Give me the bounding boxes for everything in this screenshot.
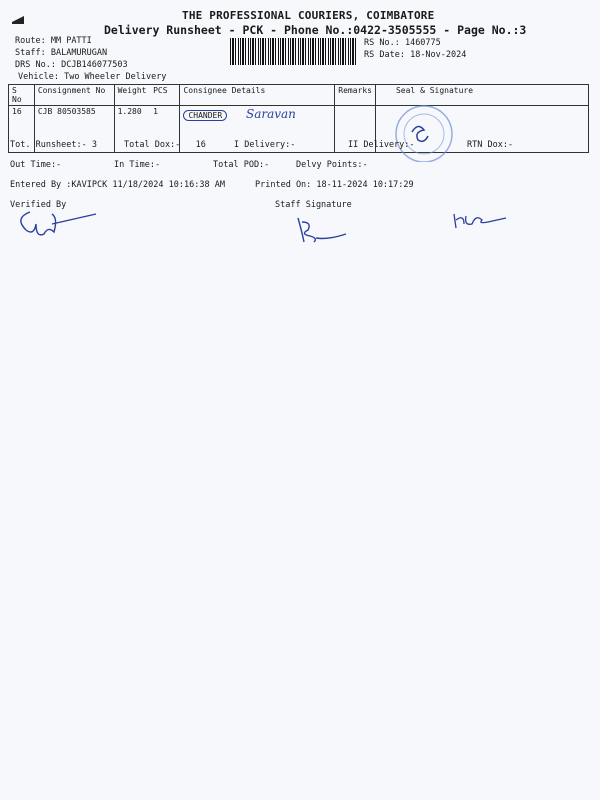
col-header-pcs: PCS xyxy=(150,85,180,106)
delvy-points: Delvy Points:- xyxy=(296,160,368,170)
verifier-signature-icon xyxy=(12,204,102,244)
route-label: Route: xyxy=(15,36,46,46)
rs-date-label: RS Date: xyxy=(364,50,405,60)
total-pod: Total POD:- xyxy=(213,160,270,170)
printer-icon xyxy=(12,14,26,24)
route-value: MM PATTI xyxy=(50,36,92,46)
printed-on: Printed On: 18-11-2024 10:17:29 xyxy=(255,180,414,190)
table-header-row xyxy=(9,85,589,106)
col-header-seal: Seal & Signature xyxy=(375,85,588,106)
runsheet-subtitle: Delivery Runsheet - PCK - Phone No.:0422-3505555 - Page No.:3 xyxy=(104,23,527,37)
vehicle-value: Two Wheeler Delivery xyxy=(64,72,167,82)
verified-by-label: Verified By xyxy=(10,200,67,210)
vehicle-label: Vehicle: xyxy=(18,72,59,82)
rs-no-line xyxy=(364,38,441,48)
cell-sno: 16 xyxy=(9,106,35,153)
handwritten-receiver: Saravan xyxy=(245,107,296,121)
drs-label: DRS No.: xyxy=(15,60,56,70)
company-title: THE PROFESSIONAL COURIERS, COIMBATORE xyxy=(182,9,435,22)
col-header-sno: S No xyxy=(9,85,35,106)
entered-by: Entered By :KAVIPCK 11/18/2024 10:16:38 AM xyxy=(10,180,225,190)
staff-signature-label: Staff Signature xyxy=(275,200,352,210)
cell-consignment: CJB 80503585 xyxy=(34,106,114,153)
staff-signature-icon xyxy=(292,214,352,248)
cell-weight: 1.280 xyxy=(114,106,150,153)
total-dox-label: Total Dox:- xyxy=(124,140,181,150)
vehicle-line xyxy=(18,72,166,82)
col-header-consignee: Consignee Details xyxy=(180,85,335,106)
col-header-remarks: Remarks xyxy=(335,85,376,106)
staff-value: BALAMURUGAN xyxy=(50,48,108,58)
rs-date-line xyxy=(364,50,466,60)
i-delivery: I Delivery:- xyxy=(234,140,296,150)
rs-date-value: 18-Nov-2024 xyxy=(410,50,467,60)
rs-no-value: 1460775 xyxy=(404,38,441,48)
staff-label: Staff: xyxy=(15,48,46,58)
seal-stamp-icon xyxy=(382,102,466,162)
col-header-weight: Weight xyxy=(114,85,150,106)
drs-value: DCJB146077503 xyxy=(61,60,128,70)
in-time: In Time:- xyxy=(114,160,161,170)
barcode xyxy=(230,38,358,65)
total-dox-value: 16 xyxy=(195,140,206,150)
tot-runsheet: Tot. Runsheet:- 3 xyxy=(10,140,97,150)
staff-line xyxy=(15,48,107,58)
col-header-consignment: Consignment No xyxy=(34,85,114,106)
consignee-name: CHANDER xyxy=(183,110,227,121)
rtn-dox: RTN Dox:- xyxy=(467,140,514,150)
rs-no-label: RS No.: xyxy=(364,38,400,48)
route-line xyxy=(15,36,92,46)
third-signature-icon xyxy=(450,208,510,234)
out-time: Out Time:- xyxy=(10,160,62,170)
cell-pcs: 1 xyxy=(150,106,180,153)
ii-delivery: II Delivery:- xyxy=(348,140,415,150)
total-dox-line xyxy=(124,140,206,150)
drs-line xyxy=(15,60,128,70)
